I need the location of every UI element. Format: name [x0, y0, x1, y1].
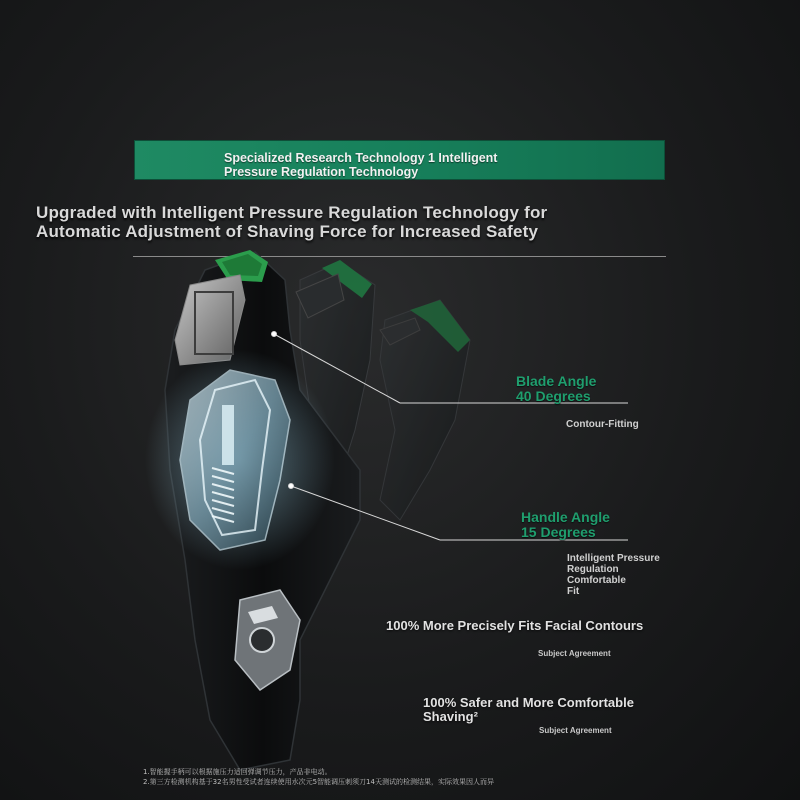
blade-angle-label: Blade Angle 40 Degrees — [516, 373, 597, 404]
banner-title: Specialized Research Technology 1 Intelligent Pressure Regulation Technology — [224, 151, 498, 179]
footnotes — [143, 767, 663, 787]
handle-angle-caption: Intelligent Pressure Regulation Comfortable Fit — [567, 553, 660, 597]
handle-angle-label: Handle Angle 15 Degrees — [521, 509, 610, 540]
blade-angle-caption: Contour-Fitting — [566, 419, 639, 430]
claim-safety: 100% Safer and More Comfortable Shaving² — [423, 695, 634, 724]
claim-fit: 100% More Precisely Fits Facial Contours — [386, 618, 644, 633]
footnote-2: 2.第三方检测机构基于32名男性受试者连续使用水次元5智能调压刺须刀14天测试的检测结果，实际效果因人而异 — [143, 778, 494, 786]
headline: Upgraded with Intelligent Pressure Regulation Technology for Automatic Adjustment of Shaving Force for Increased Safety — [36, 203, 548, 241]
claim-fit-subtext: Subject Agreement — [538, 649, 611, 658]
ghost-razor-far — [380, 300, 470, 520]
footnote-1: 1.智能握手柄可以根据施压力适回弹调节压力，产品非电动。 — [143, 768, 332, 776]
claim-safety-subtext: Subject Agreement — [539, 726, 612, 735]
